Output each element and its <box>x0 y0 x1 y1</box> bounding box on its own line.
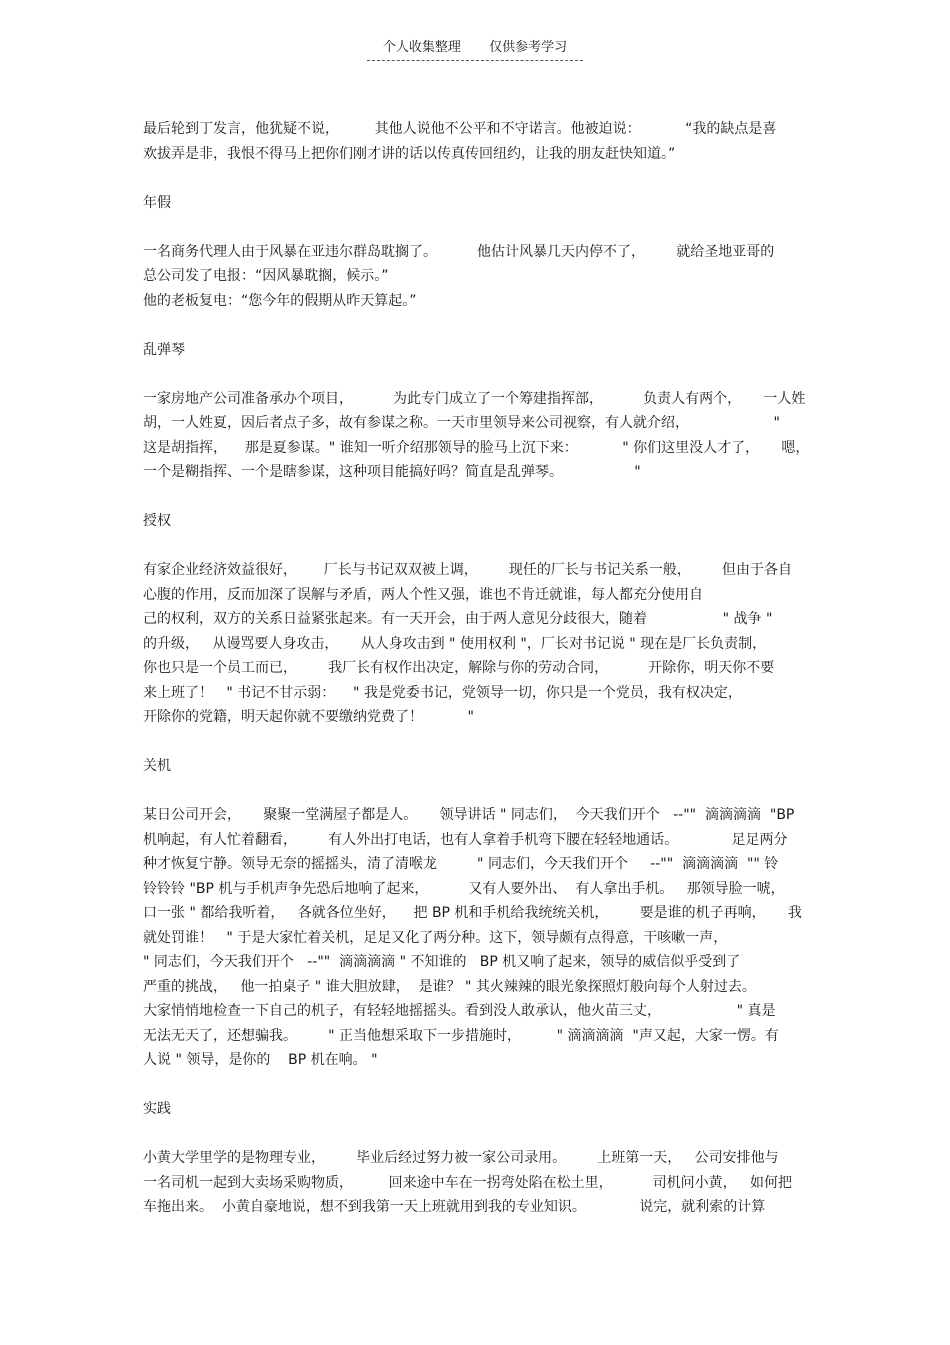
text-line: 某日公司开会， 聚聚一堂满屋子都是人。 领导讲话 " 同志们， 今天我们开个 --"" 滴滴滴滴 "BP <box>143 807 795 823</box>
blank-line <box>143 1073 813 1098</box>
text-line: 人说 " 领导，是你的 BP 机在响。 " <box>143 1052 378 1068</box>
text-line: 的升级， 从谩骂要人身攻击， 从人身攻击到 " 使用权利 "，厂长对书记说 " 现在是厂长负责制， <box>143 635 767 652</box>
text-line: 就处罚谁！ " 于是大家忙着关机，足足又化了两分种。这下，领导颇有点得意，干咳嗽一声， <box>143 929 728 946</box>
page-header <box>0 38 950 61</box>
blank-line <box>143 485 813 510</box>
text-line: 他的老板复电：“您今年的假期从昨天算起。” <box>143 292 417 309</box>
text-line: 有家企业经济效益很好， 厂长与书记双双被上调， 现任的厂长与书记关系一般， 但由于各自 <box>143 562 793 578</box>
text-line: 胡，一人姓夏，因后者点子多，故有参谋之称。一天市里领导来公司视察，有人就介绍， " <box>143 415 780 431</box>
blank-line <box>143 362 813 387</box>
text-line: 无法无天了，还想骗我。 " 正当他想采取下一步措施时， " 滴滴滴滴 "声又起，大家一愣。有 <box>143 1027 779 1044</box>
text-line: " 同志们，今天我们开个 --"" 滴滴滴滴 " 不知谁的 BP 机又响了起来，领导的威信似乎受到了 <box>143 954 741 970</box>
text-line: 授权 <box>143 513 171 529</box>
blank-line <box>143 215 813 240</box>
text-line: 关机 <box>143 758 171 774</box>
text-line: 车拖出来。 小黄自豪地说，想不到我第一天上班就用到我的专业知识。 说完，就利索的计算 <box>143 1199 766 1215</box>
text-line: 欢拔弄是非，我恨不得马上把你们刚才讲的话以传真传回纽约，让我的朋友赶快知道。” <box>143 145 676 162</box>
text-line: 己的权利，双方的关系日益紧张起来。有一天开会，由于两人意见分歧很大，随着 " 战争 " <box>143 611 773 627</box>
text-line: 种才恢复宁静。领导无奈的摇摇头，清了清喉龙 " 同志们，今天我们开个 --"" 滴滴滴滴 "" 铃 <box>143 856 779 872</box>
text-line: 你也只是一个员工而已， 我厂长有权作出决定，解除与你的劳动合同， 开除你，明天你不要 <box>143 660 775 676</box>
text-line: 口一张 " 都给我听着， 各就各位坐好， 把 BP 机和手机给我统统关机， 要是谁的机子再响， 我 <box>143 905 802 921</box>
blank-line <box>143 779 813 804</box>
text-line: 大家悄悄地检查一下自己的机子，有轻轻地摇摇头。看到没人敢承认，他火苗三丈， " 真是 <box>143 1003 776 1019</box>
blank-line <box>143 730 813 755</box>
text-line: 最后轮到丁发言，他犹疑不说， 其他人说他不公平和不守诺言。他被迫说： “我的缺点是喜 <box>143 121 777 137</box>
text-line: 机响起，有人忙着翻看， 有人外出打电话，也有人拿着手机弯下腰在轻轻地通话。 足足两分 <box>143 831 788 848</box>
document-body <box>143 117 813 1220</box>
text-line: 乱弹琴 <box>143 341 185 358</box>
text-line: 总公司发了电报：“因风暴耽搁，候示。” <box>143 268 389 284</box>
blank-line <box>143 313 813 338</box>
text-line: 一家房地产公司准备承办个项目， 为此专门成立了一个筹建指挥部， 负责人有两个， 一人姓 <box>143 390 806 407</box>
blank-line <box>143 534 813 559</box>
text-line: 铃铃铃 "BP 机与手机声争先恐后地响了起来， 又有人要外出、 有人拿出手机。 那领导脸一唬， <box>143 880 785 897</box>
text-line: 一个是糊指挥、一个是瞎参谋，这种项目能搞好吗？简直是乱弹琴。 " <box>143 464 641 480</box>
text-line: 心腹的作用，反而加深了误解与矛盾，两人个性又强，谁也不肯迁就谁，每人都充分使用自 <box>143 586 703 603</box>
blank-line <box>143 166 813 191</box>
header-underline <box>367 38 583 61</box>
text-line: 这是胡指挥， 那是夏参谋。" 谁知一听介绍那领导的脸马上沉下来： " 你们这里没人才了， 嗯， <box>143 439 810 456</box>
text-line: 年假 <box>143 194 171 211</box>
text-line: 来上班了！ " 书记不甘示弱： " 我是党委书记，党领导一切，你只是一个党员，我有权决定， <box>143 684 742 701</box>
header-right-text: 仅供参考学习 <box>489 40 568 55</box>
blank-line <box>143 1122 813 1147</box>
text-line: 实践 <box>143 1101 171 1117</box>
text-line: 一名司机一起到大卖场采购物质， 回来途中车在一拐弯处陷在松土里， 司机问小黄， 如何把 <box>143 1174 793 1191</box>
text-line: 一名商务代理人由于风暴在亚违尔群岛耽搁了。 他估计风暴几天内停不了， 就给圣地亚哥的 <box>143 243 775 260</box>
text-line: 小黄大学里学的是物理专业， 毕业后经过努力被一家公司录用。 上班第一天， 公司安排他与 <box>143 1150 779 1166</box>
text-line: 严重的挑战， 他一拍桌子 " 谁大胆放肆， 是谁？ " 其火辣辣的眼光象探照灯般向每个人射过去。 <box>143 978 756 995</box>
header-left-text: 个人收集整理 <box>382 40 461 55</box>
text-line: 开除你的党籍，明天起你就不要缴纳党费了！ " <box>143 709 474 725</box>
